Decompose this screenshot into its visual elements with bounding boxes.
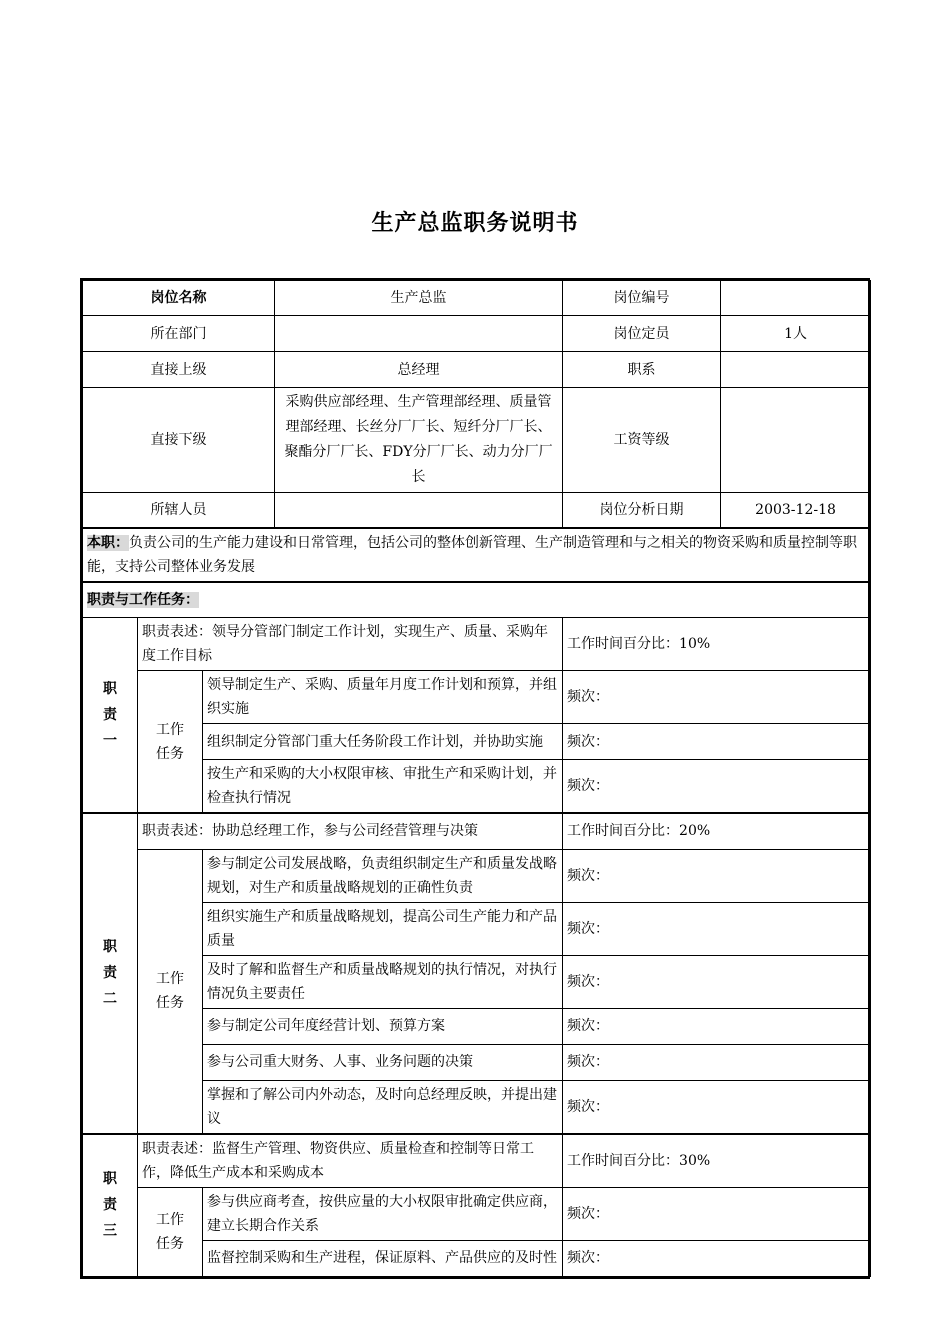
duty-2-task-6: 掌握和了解公司内外动态，及时向总经理反映，并提出建议: [203, 1080, 563, 1134]
section-title: 职责与工作任务：: [83, 582, 871, 618]
post-name-label: 岗位名称: [83, 281, 275, 316]
duty-1-percent: 工作时间百分比：10%: [563, 618, 871, 671]
duty-3-task-1: 参与供应商考查，按供应量的大小权限审批确定供应商，建立长期合作关系: [203, 1187, 563, 1240]
series-value: [721, 352, 871, 388]
duty-2-task-5-freq: 频次：: [563, 1044, 871, 1080]
duty-3-task-label: 工作 任务: [138, 1187, 203, 1276]
staff-value: [275, 493, 563, 528]
salary-label: 工资等级: [563, 388, 721, 493]
post-code-label: 岗位编号: [563, 281, 721, 316]
duty-2-task-3-freq: 频次：: [563, 955, 871, 1008]
superior-value: 总经理: [275, 352, 563, 388]
duty-3-percent: 工作时间百分比：30%: [563, 1134, 871, 1188]
duty-1-task-3: 按生产和采购的大小权限审核、审批生产和采购计划，并检查执行情况: [203, 760, 563, 814]
dept-label: 所在部门: [83, 316, 275, 352]
duty-3-label: 职 责 三: [83, 1134, 138, 1277]
quota-value: 1人: [721, 316, 871, 352]
superior-label: 直接上级: [83, 352, 275, 388]
duty-1-task-3-freq: 频次：: [563, 760, 871, 814]
quota-label: 岗位定员: [563, 316, 721, 352]
duty-2-task-4-freq: 频次：: [563, 1008, 871, 1044]
duty-2-task-2: 组织实施生产和质量战略规划，提高公司生产能力和产品质量: [203, 902, 563, 955]
document-title: 生产总监职务说明书: [371, 211, 579, 236]
staff-label: 所辖人员: [83, 493, 275, 528]
duty-1-task-1-freq: 频次：: [563, 671, 871, 724]
analysis-date-label: 岗位分析日期: [563, 493, 721, 528]
duty-1-task-2-freq: 频次：: [563, 724, 871, 760]
duty-2-percent: 工作时间百分比：20%: [563, 813, 871, 849]
duty-1-desc: 职责表述：领导分管部门制定工作计划，实现生产、质量、采购年度工作目标: [138, 618, 563, 671]
subordinate-value: 采购供应部经理、生产管理部经理、质量管理部经理、长丝分厂厂长、短纤分厂厂长、聚酯分厂厂长、FDY分厂厂长、动力分厂厂长: [275, 388, 563, 493]
duty-2-task-6-freq: 频次：: [563, 1080, 871, 1134]
duty-2-task-5: 参与公司重大财务、人事、业务问题的决策: [203, 1044, 563, 1080]
series-label: 职系: [563, 352, 721, 388]
analysis-date-value: 2003-12-18: [721, 493, 871, 528]
duty-2-task-1-freq: 频次：: [563, 849, 871, 902]
main-duty-label: 本职：: [87, 534, 129, 551]
post-name-value: 生产总监: [275, 281, 563, 316]
duty-2-task-2-freq: 频次：: [563, 902, 871, 955]
duty-2-task-label: 工作 任务: [138, 849, 203, 1134]
duty-3-task-2-freq: 频次：: [563, 1240, 871, 1276]
duty-2-label: 职 责 二: [83, 813, 138, 1134]
job-description-table: [80, 278, 870, 1279]
duty-2-task-4: 参与制定公司年度经营计划、预算方案: [203, 1008, 563, 1044]
duty-2-task-1: 参与制定公司发展战略，负责组织制定生产和质量发战略规划，对生产和质量战略规划的正确性负责: [203, 849, 563, 902]
duty-2-task-3: 及时了解和监督生产和质量战略规划的执行情况，对执行情况负主要责任: [203, 955, 563, 1008]
duty-2-desc: 职责表述：协助总经理工作，参与公司经营管理与决策: [138, 813, 563, 849]
main-duty-text: 负责公司的生产能力建设和日常管理，包括公司的整体创新管理、生产制造管理和与之相关的物资采购和质量控制等职能，支持公司整体业务发展: [87, 534, 857, 575]
post-code-value: [721, 281, 871, 316]
duty-3-desc: 职责表述：监督生产管理、物资供应、质量检查和控制等日常工作，降低生产成本和采购成本: [138, 1134, 563, 1188]
main-duty: [83, 528, 871, 582]
dept-value: [275, 316, 563, 352]
duty-3-task-2: 监督控制采购和生产进程，保证原料、产品供应的及时性: [203, 1240, 563, 1276]
duty-1-task-1: 领导制定生产、采购、质量年月度工作计划和预算，并组织实施: [203, 671, 563, 724]
duty-1-task-2: 组织制定分管部门重大任务阶段工作计划，并协助实施: [203, 724, 563, 760]
salary-value: [721, 388, 871, 493]
duty-3-task-1-freq: 频次：: [563, 1187, 871, 1240]
subordinate-label: 直接下级: [83, 388, 275, 493]
duty-1-task-label: 工作 任务: [138, 671, 203, 814]
duty-1-label: 职 责 一: [83, 618, 138, 814]
